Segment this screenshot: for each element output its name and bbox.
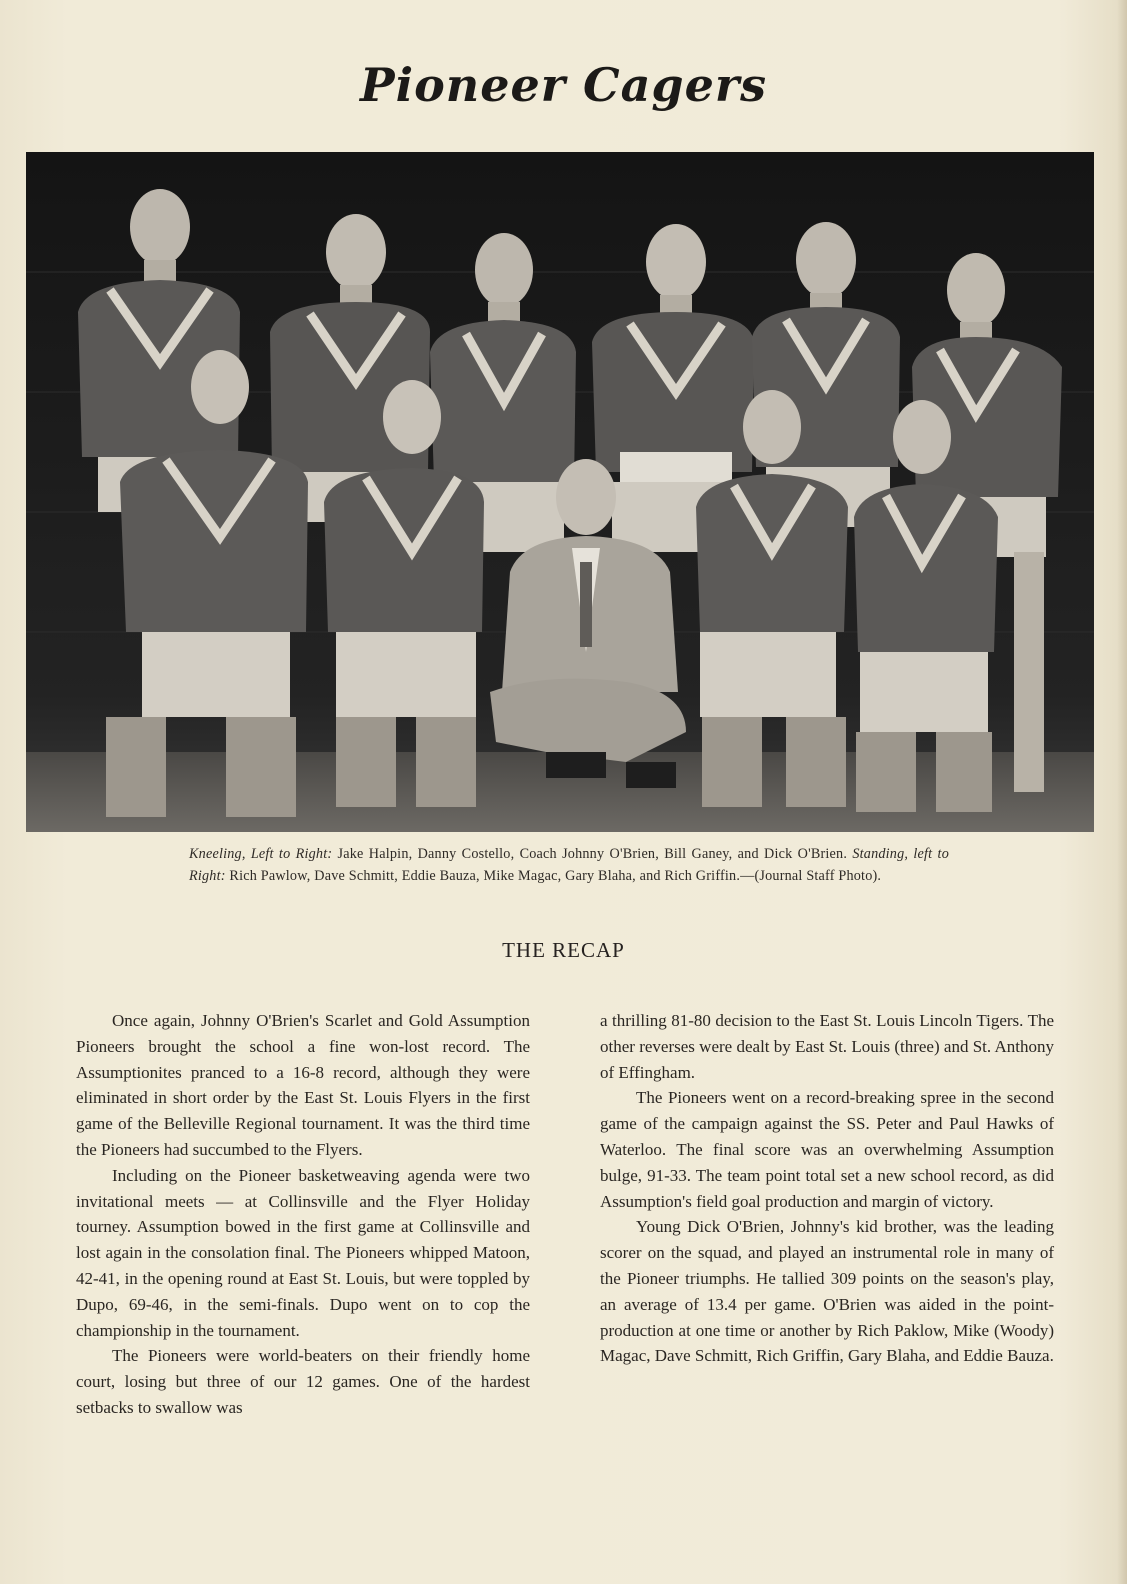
caption-standing-names: Rich Pawlow, Dave Schmitt, Eddie Bauza, Mike Magac, Gary Blaha, and Rich Griffin.—(Journal Staff Photo). <box>225 868 882 884</box>
article-left-column <box>76 1008 530 1421</box>
page-edge-shadow <box>1117 0 1127 1584</box>
article-right-column <box>600 1008 1054 1369</box>
caption-kneeling-names: Jake Halpin, Danny Costello, Coach Johnny O'Brien, Bill Ganey, and Dick O'Brien. <box>332 846 853 862</box>
caption-kneeling-label: Kneeling, Left to Right: <box>189 846 333 862</box>
section-heading: THE RECAP <box>502 938 625 962</box>
team-photo <box>26 152 1094 832</box>
article-paragraph: Once again, Johnny O'Brien's Scarlet and Gold Assumption Pioneers brought the school a fine won-lost record. The Assumptionites pranced to a 16-8 record, although they were eliminated in short order by the East St. Louis Flyers in the first game of the Belleville Regional tournament. It was the third time the Pioneers had succumbed to the Flyers. <box>76 1011 530 1159</box>
article-paragraph: Young Dick O'Brien, Johnny's kid brother, was the leading scorer on the squad, and played an instrumental role in many of the Pioneer triumphs. He tallied 309 points on the season's play, an average of 13.4 per game. O'Brien was aided in the point-production at one time or another by Rich Paklow, Mike (Woody) Magac, Dave Schmitt, Rich Griffin, Gary Blaha, and Eddie Bauza. <box>600 1217 1054 1366</box>
article-paragraph: a thrilling 81-80 decision to the East St. Louis Lincoln Tigers. The other reverses were dealt by East St. Louis (three) and St. Anthony of Effingham. <box>600 1011 1054 1082</box>
page-title: Pioneer Cagers <box>360 58 767 112</box>
article-paragraph: The Pioneers were world-beaters on their friendly home court, losing but three of our 12 games. One of the hardest setbacks to swallow was <box>76 1346 530 1417</box>
caption-standing-label: Standing, left to Right: <box>189 846 949 884</box>
photo-caption <box>189 843 949 887</box>
article-paragraph: The Pioneers went on a record-breaking spree in the second game of the campaign against the SS. Peter and Paul Hawks of Waterloo. The final score was an overwhelming Assumption bulge, 91-33. The team point total set a new school record, as did Assumption's field goal production and margin of victory. <box>600 1088 1054 1211</box>
article-paragraph: Including on the Pioneer basketweaving agenda were two invitational meets — at Collinsville and the Flyer Holiday tourney. Assumption bowed in the first game at Collinsville and lost again in the consolation final. The Pioneers whipped Matoon, 42-41, in the opening round at East St. Louis, but were toppled by Dupo, 69-46, in the semi-finals. Dupo went on to cop the championship in the tournament. <box>76 1165 530 1340</box>
